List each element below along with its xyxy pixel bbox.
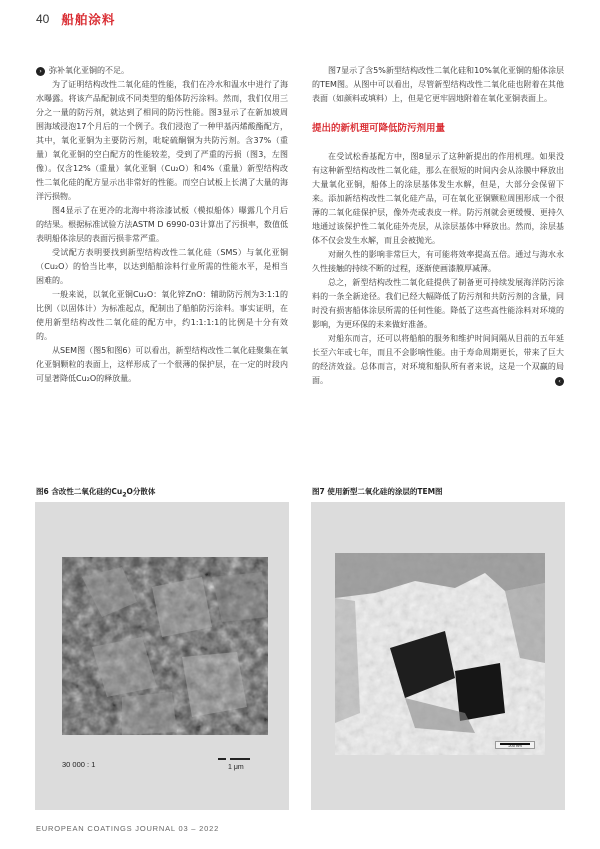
scale-label: 1 μm <box>228 764 244 771</box>
magnification-label: 30 000 : 1 <box>62 760 96 769</box>
sem-scale-footer <box>62 758 268 776</box>
tem-scale-bar <box>495 741 535 749</box>
paragraph: 从SEM图（图5和图6）可以看出，新型结构改性二氧化硅聚集在氧化亚铜颗粒的表面上，这样形成了一个很薄的保护层，在一定的时段内可显著降低Cu₂O的释放量。 <box>36 346 288 383</box>
left-column <box>36 64 288 386</box>
caption-subscript: 2 <box>122 491 127 499</box>
figure-7-panel <box>311 502 565 810</box>
section-heading: 提出的新机理可降低防污剂用量 <box>312 123 446 134</box>
paragraph-text: 弥补氧化亚铜的不足。 <box>49 66 129 75</box>
paragraph: 受试配方表明要找到新型结构改性二氧化硅（SMS）与氧化亚铜（Cu₂O）的恰当比率，以达到船舶涂料行业所需的性能水平，是相当困难的。 <box>36 248 288 285</box>
paragraph: 为了证明结构改性二氧化硅的性能，我们在冷水和温水中进行了海水曝露。将该产品配制成不同类型的船体防污涂料。然而，我们仅用三分之一量的防污剂，就达到了相同的防污性能。图3显示了在新加坡周围海域浸泡17个月后的一个例子。我们浸泡了一种甲基丙烯酸酯配方，其中，氧化亚铜为主要防污剂，吡啶硫酮铜为共防污剂。含37%（重量）氧化亚铜的空白配方的性能较差，受到了严重的污损（图3，左图像）。仅含12%（重量）氧化亚铜（Cu₂O）和4%（重量）新型结构改性二氧化硅的配方显示出非常好的性能。而空白试板上长满了大量的海洋污损物。 <box>36 80 288 201</box>
paragraph-text: 对船东而言，还可以将船舶的服务和维护时间间隔从目前的五年延长至六年或七年，而且不会影响性能。由于寿命周期更长，带来了巨大的经济效益。总体而言，对环境和船队所有者来说，这是一个双赢的局面。 <box>312 334 564 385</box>
figure-6-panel <box>35 502 289 810</box>
continue-arrow-icon: › <box>36 67 45 76</box>
end-of-article-icon: ‹ <box>555 377 564 386</box>
sem-micrograph-image <box>62 557 268 735</box>
right-column <box>312 64 564 388</box>
paragraph: 图4显示了在更冷的北海中将涂漆试板（模拟船体）曝露几个月后的结果。根据标准试验方法ASTM D 6990-03计算出了污损率，数值低表明船体涂层的表面污损非常严重。 <box>36 206 288 243</box>
page-footer: EUROPEAN COATINGS JOURNAL 03 – 2022 <box>36 824 220 833</box>
figure-6-caption <box>36 486 155 499</box>
paragraph: 图7显示了含5%新型结构改性二氧化硅和10%氧化亚铜的船体涂层的TEM图。从图中可以看出，尽管新型结构改性二氧化硅也附着在其他表面（如颜料或填料）上，但是它更牢固地附着在氧化亚铜表面上。 <box>312 66 564 103</box>
caption-text: 图6 含改性二氧化硅的Cu <box>36 487 123 496</box>
paragraph: 对耐久性的影响非常巨大，有可能将效率提高五倍。通过与海水永久性接触的持续不断的过程，逐渐使画漆膜厚减薄。 <box>312 250 564 273</box>
paragraph: 在受试松香基配方中，图8显示了这种新提出的作用机理。如果没有这种新型结构改性二氧化硅，那么在很短的时间内会从涂膜中释放出大量氧化亚铜，船体上的涂层基体发生水解，但是，大部分会保留下来。添加新结构改性二氧化硅产品，可在氧化亚铜颗粒周围形成一个很薄的二氧化硅保护层，像外壳或表皮一样。防污剂就会更缓慢、更持久地通过该保护性二氧化硅外壳层，从涂层基体中释放出。然而，涂层基体不仅会发生水解，而且会被抛光。 <box>312 152 564 245</box>
figure-7-caption: 图7 使用新型二氧化硅的涂层的TEM图 <box>312 487 443 496</box>
scale-bar <box>218 758 264 761</box>
tem-micrograph-image <box>335 553 545 755</box>
section-title: 船舶涂料 <box>61 12 116 27</box>
caption-text: O分散体 <box>126 487 156 496</box>
paragraph: 总之，新型结构改性二氧化硅提供了制备更可持续发展海洋防污涂料的一条全新途径。我们已经大幅降低了防污剂和共防污剂的含量，同时没有损害船体涂层所需的任何性能。降低了这些高性能涂料对环境的影响，为更环保的未来做好准备。 <box>312 278 564 329</box>
page-number: 40 <box>36 12 50 26</box>
paragraph <box>312 332 564 388</box>
page-header <box>36 10 115 28</box>
tem-scale-label: 200 nm <box>508 743 522 748</box>
paragraph <box>36 64 288 78</box>
paragraph: 一般来说，以氧化亚铜Cu₂O：氧化锌ZnO：辅助防污剂为3:1:1的比例（以固体计）为标准起点，配制出了船舶防污涂料。事实证明，在使用新型结构改性二氧化硅的配方中，约1:1:1:1的比例是十分有效的。 <box>36 290 288 341</box>
